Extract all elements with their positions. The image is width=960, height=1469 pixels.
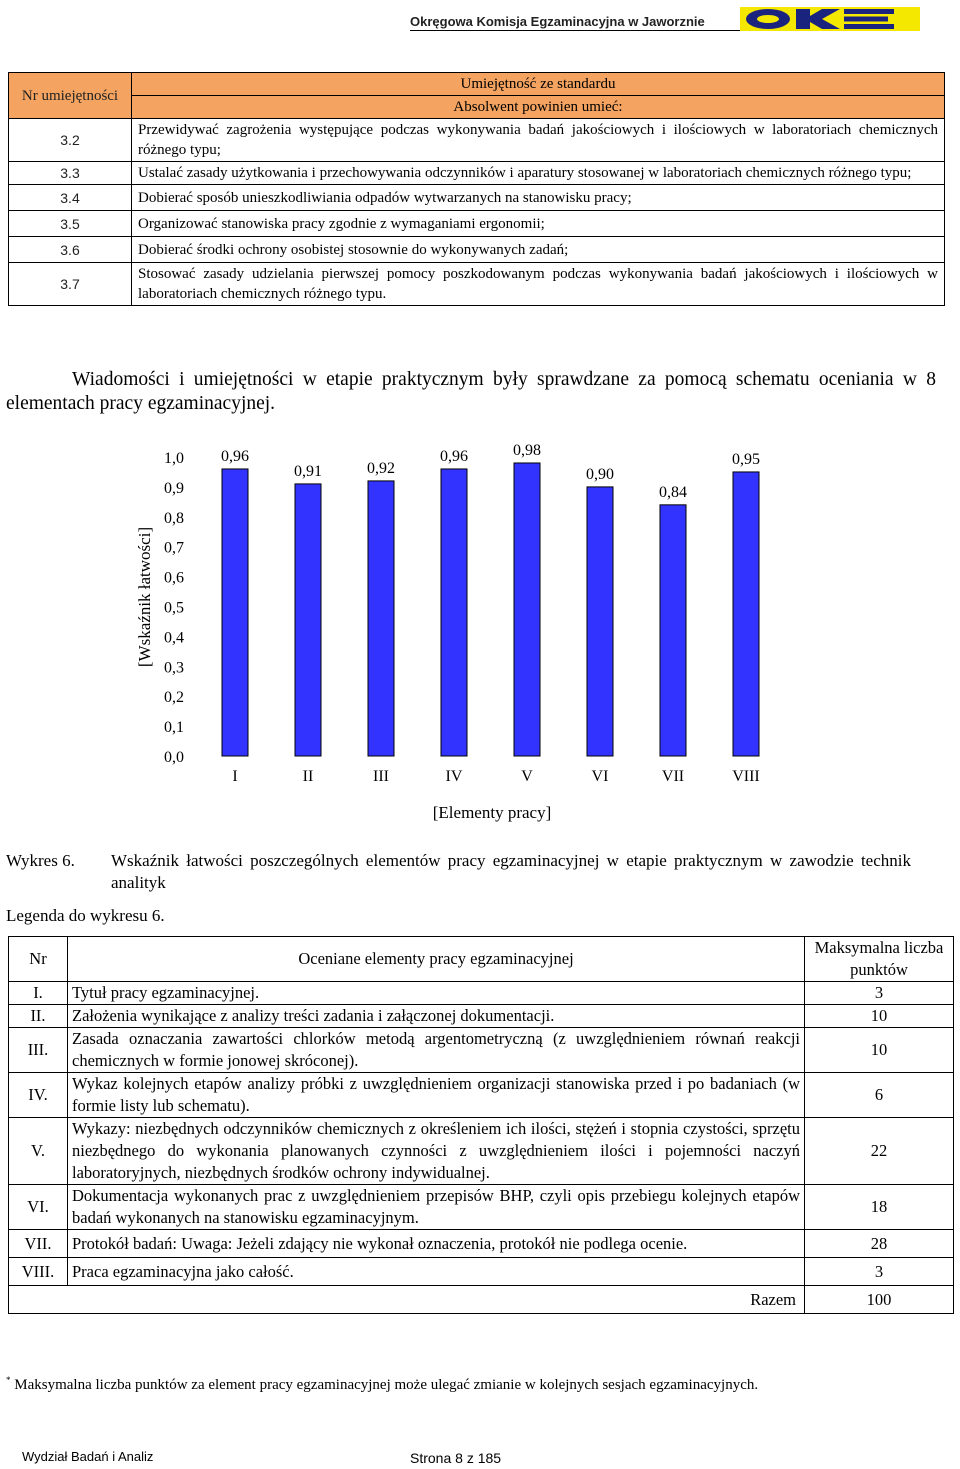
skills-row <box>9 185 945 211</box>
y-tick-label: 0,9 <box>164 479 184 497</box>
skill-text: Ustalać zasady użytkowania i przechowywania odczynników i aparatury stosowanej w laboratoriach chemicznych różnego typu; <box>132 162 945 185</box>
bar-value-label: 0,96 <box>221 447 249 465</box>
x-category-label: VI <box>591 768 609 785</box>
item-nr: VII. <box>9 1230 68 1258</box>
skills-row <box>9 162 945 185</box>
skill-number: 3.7 <box>9 263 132 306</box>
skill-number: 3.3 <box>9 162 132 185</box>
y-tick-label: 0,1 <box>164 719 184 737</box>
y-tick-label: 0,2 <box>164 689 184 707</box>
skill-number: 3.4 <box>9 185 132 211</box>
caption-text: Wskaźnik łatwości poszczególnych elementów pracy egzaminacyjnej w etapie praktycznym w zawodzie technik analityk <box>111 851 911 892</box>
x-category-label: VII <box>661 768 685 785</box>
chart-bar <box>514 463 540 756</box>
item-points: 10 <box>805 1028 954 1073</box>
item-desc: Wykazy: niezbędnych odczynników chemicznych z określeniem ich ilości, stężeń i stopnia czystości, sprzętu niezbędnego do wykonania planowanych czynności z uwzględnieniem ilości i pojemności naczyń laboratoryjnych, niezbędnych środków ochrony indywidualnej. <box>68 1118 805 1185</box>
intro-text: Wiadomości i umiejętności w etapie praktycznym były sprawdzane za pomocą schematu oceniania w 8 elementach pracy egzaminacyjnej. <box>6 369 936 414</box>
item-points: 3 <box>805 982 954 1005</box>
item-desc: Zasada oznaczania zawartości chlorków metodą argentometryczną (z uwzględnieniem równań reakcji chemicznych w formie jonowej skróconej). <box>68 1028 805 1073</box>
item-nr: III. <box>9 1028 68 1073</box>
skill-text: Organizować stanowiska pracy zgodnie z wymaganiami ergonomii; <box>132 211 945 237</box>
skills-row <box>9 119 945 162</box>
legend-title: Legenda do wykresu 6. <box>6 906 165 925</box>
items-row <box>9 1073 954 1118</box>
chart-bar <box>733 472 759 756</box>
bar-value-label: 0,98 <box>513 441 541 459</box>
items-header-row <box>9 937 954 982</box>
y-tick-label: 0,3 <box>164 659 184 677</box>
item-points: 18 <box>805 1185 954 1230</box>
chart-bar <box>660 505 686 756</box>
item-nr: I. <box>9 982 68 1005</box>
footnote-text: Maksymalna liczba punktów za element pracy egzaminacyjnej może ulegać zmianie w kolejnych sesjach egzaminacyjnych. <box>14 1377 759 1393</box>
x-category-label: VIII <box>732 768 760 785</box>
item-nr: II. <box>9 1005 68 1028</box>
items-col-points: Maksymalna liczba punktów <box>805 937 954 982</box>
skill-text: Dobierać środki ochrony osobistej stosownie do wykonywanych zadań; <box>132 237 945 263</box>
item-desc: Praca egzaminacyjna jako całość. <box>68 1258 805 1286</box>
skills-row <box>9 263 945 306</box>
item-points: 10 <box>805 1005 954 1028</box>
figure-caption <box>6 850 911 894</box>
chart-bar <box>368 481 394 756</box>
items-row <box>9 1258 954 1286</box>
x-category-label: III <box>373 768 389 785</box>
item-nr: V. <box>9 1118 68 1185</box>
skill-number: 3.2 <box>9 119 132 162</box>
item-points: 28 <box>805 1230 954 1258</box>
skill-text: Stosować zasady udzielania pierwszej pomocy poszkodowanym podczas wykonywania badań jakościowych i ilościowych w laboratoriach chemicznych różnego typu. <box>132 263 945 306</box>
y-tick-label: 0,4 <box>164 629 184 647</box>
y-tick-label: 0,0 <box>164 749 184 766</box>
item-nr: VI. <box>9 1185 68 1230</box>
bar-value-label: 0,92 <box>367 459 395 477</box>
intro-paragraph <box>6 368 936 416</box>
skills-col-num: Nr umiejętności <box>9 73 132 119</box>
skill-text: Dobierać sposób unieszkodliwiania odpadów wytwarzanych na stanowisku pracy; <box>132 185 945 211</box>
skill-number: 3.5 <box>9 211 132 237</box>
item-desc: Wykaz kolejnych etapów analizy próbki z uwzględnieniem organizacji stanowiska przed i po badaniach (w formie listy lub schematu). <box>68 1073 805 1118</box>
item-points: 3 <box>805 1258 954 1286</box>
footer-department: Wydział Badań i Analiz <box>22 1449 154 1464</box>
y-tick-label: 1,0 <box>164 450 184 467</box>
difficulty-bar-chart <box>110 430 790 830</box>
chart-bar <box>587 487 613 756</box>
skills-row <box>9 211 945 237</box>
x-category-label: II <box>302 768 314 785</box>
item-nr: IV. <box>9 1073 68 1118</box>
chart-x-axis-label: [Elementy pracy] <box>432 803 552 822</box>
skills-col-sub: Absolwent powinien umieć: <box>132 96 945 119</box>
item-desc: Dokumentacja wykonanych prac z uwzględnieniem przepisów BHP, czyli opis przebiegu kolejnych etapów badań wykonanych na stanowisku egzaminacyjnym. <box>68 1185 805 1230</box>
items-col-nr: Nr <box>9 937 68 982</box>
y-tick-label: 0,5 <box>164 599 184 617</box>
skills-row <box>9 237 945 263</box>
items-row <box>9 1185 954 1230</box>
x-category-label: I <box>232 768 238 785</box>
footer-page-number: Strona 8 z 185 <box>410 1450 502 1466</box>
item-points: 22 <box>805 1118 954 1185</box>
items-row <box>9 1028 954 1073</box>
items-row <box>9 1230 954 1258</box>
items-row <box>9 1118 954 1185</box>
y-tick-label: 0,8 <box>164 509 184 527</box>
item-desc: Założenia wynikające z analizy treści zadania i załączonej dokumentacji. <box>68 1005 805 1028</box>
bar-value-label: 0,90 <box>586 465 614 483</box>
oke-logo <box>740 5 920 33</box>
bar-value-label: 0,91 <box>294 462 322 480</box>
items-table <box>8 936 954 1314</box>
item-desc: Protokół badań: Uwaga: Jeżeli zdający nie wykonał oznaczenia, protokół nie podlega ocenie. <box>68 1230 805 1258</box>
skill-text: Przewidywać zagrożenia występujące podczas wykonywania badań jakościowych i ilościowych w laboratoriach chemicznych różnego typu; <box>132 119 945 162</box>
total-value: 100 <box>805 1286 954 1314</box>
bar-value-label: 0,96 <box>440 447 468 465</box>
bar-value-label: 0,84 <box>659 483 687 501</box>
skill-number: 3.6 <box>9 237 132 263</box>
y-tick-label: 0,6 <box>164 569 184 587</box>
total-label: Razem <box>9 1286 805 1314</box>
caption-label: Wykres 6. <box>6 851 75 870</box>
chart-y-axis-label: [Wskaźnik łatwości] <box>135 526 154 668</box>
organization-name: Okręgowa Komisja Egzaminacyjna w Jaworznie <box>410 14 705 29</box>
item-points: 6 <box>805 1073 954 1118</box>
footnote <box>6 1375 758 1394</box>
x-category-label: V <box>521 768 533 785</box>
skills-table <box>8 72 945 306</box>
items-row <box>9 982 954 1005</box>
chart-bar <box>295 484 321 756</box>
skills-col-standard: Umiejętność ze standardu <box>132 73 945 96</box>
item-nr: VIII. <box>9 1258 68 1286</box>
item-desc: Tytuł pracy egzaminacyjnej. <box>68 982 805 1005</box>
chart-bar <box>222 469 248 756</box>
bar-value-label: 0,95 <box>732 450 760 468</box>
items-total-row <box>9 1286 954 1314</box>
x-category-label: IV <box>445 768 463 785</box>
footnote-mark: * <box>6 1375 11 1385</box>
chart-bar <box>441 469 467 756</box>
y-tick-label: 0,7 <box>164 539 184 557</box>
items-row <box>9 1005 954 1028</box>
items-col-desc: Oceniane elementy pracy egzaminacyjnej <box>68 937 805 982</box>
